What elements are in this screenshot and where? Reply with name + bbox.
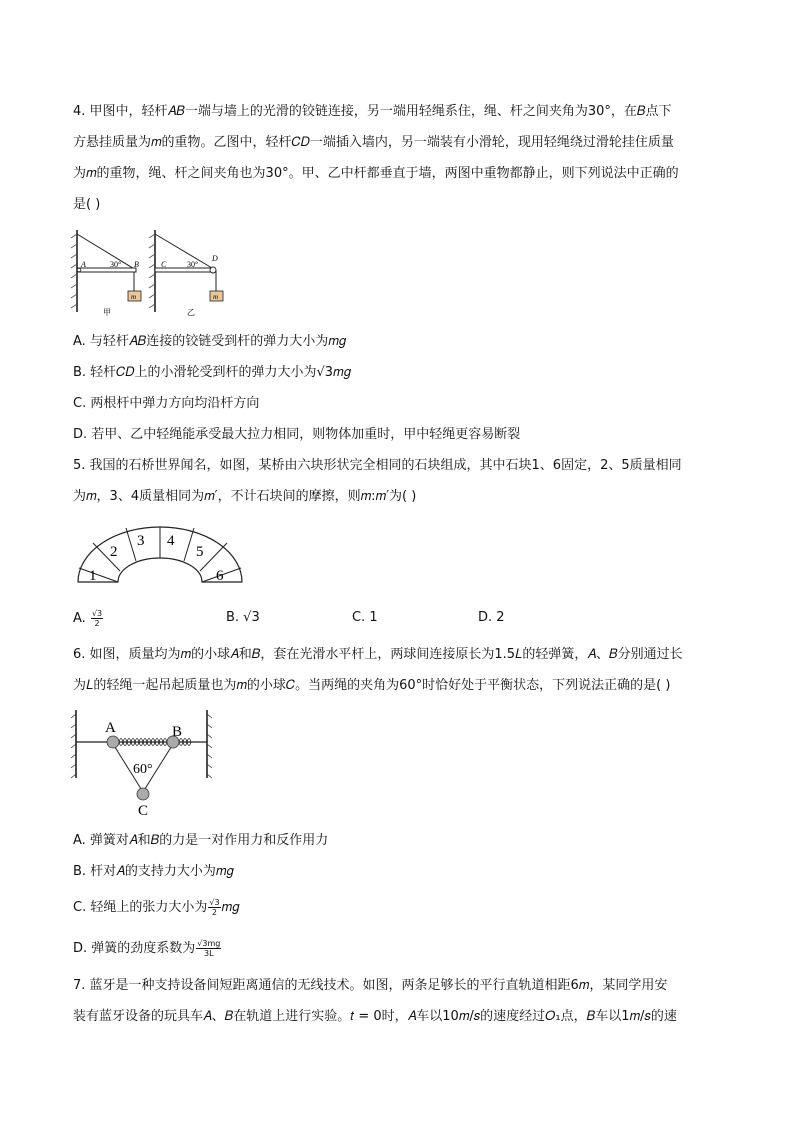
q5-option-a-denominator: 2 (94, 619, 100, 628)
q4-option-d: D. 若甲、乙中轻绳能承受最大拉力相同，则物体加重时，甲中轻绳更容易断裂 (73, 427, 521, 442)
q5-option-a-prefix: A. (73, 611, 86, 626)
q6-option-c-numerator: √3 (209, 898, 220, 907)
q6-option-d (73, 939, 222, 958)
q6-option-d-fraction (196, 939, 221, 958)
q4-fig-caption1: 甲 (103, 308, 111, 317)
q4-stem-line3: 为𝑚的重物，绳、杆之间夹角也为30°。甲、乙中杆都垂直于墙，两图中重物都静止，则下列说法中正确的 (73, 166, 679, 181)
q5-block-5: 5 (196, 544, 204, 560)
q5-option-a (73, 609, 104, 628)
q4-fig-caption2: 乙 (187, 308, 195, 317)
q5-stem-line2: 为𝑚，3、4质量相同为𝑚′，不计石块间的摩擦，则𝑚:𝑚′为( ) (73, 489, 417, 504)
q4-fig-angle1: 30° (110, 260, 122, 269)
q5-block-4: 4 (167, 533, 175, 549)
q6-fig-angle: 60° (133, 762, 153, 777)
q4-stem-line2: 方悬挂质量为𝑚的重物。乙图中，轻杆𝐶𝐷一端插入墙内，另一端装有小滑轮，现用轻绳绕过滑轮挂住质量 (73, 135, 674, 150)
q5-option-a-fraction (91, 609, 103, 628)
q4-figure (70, 228, 240, 320)
q4-stem-line4: 是( ) (73, 197, 101, 212)
q6-option-d-denominator: 3L (204, 949, 214, 958)
q4-option-a: A. 与轻杆𝐴𝐵连接的铰链受到杆的弹力大小为𝑚𝑔 (73, 334, 346, 349)
q5-option-b: B. √3 (226, 610, 260, 625)
q6-stem-line2: 为𝐿的轻绳一起吊起质量也为𝑚的小球𝐶。当两绳的夹角为60°时恰好处于平衡状态，下列说法正确的是( ) (73, 678, 671, 693)
q5-stem-line1: 5. 我国的石桥世界闻名，如图，某桥由六块形状完全相同的石块组成，其中石块1、6固定，2、5质量相同 (73, 458, 682, 473)
q6-option-a: A. 弹簧对𝐴和𝐵的力是一对作用力和反作用力 (73, 833, 329, 848)
q4-fig-mass2: m (213, 293, 219, 301)
q5-block-3: 3 (137, 533, 145, 549)
q4-fig-mass1: m (131, 293, 137, 301)
q6-option-c-denominator: 2 (211, 908, 217, 917)
q5-option-a-numerator: √3 (91, 609, 103, 618)
q6-option-c-prefix: C. 轻绳上的张力大小为 (73, 900, 208, 915)
q5-block-1: 1 (89, 568, 97, 584)
q6-fig-label-b: B (172, 724, 183, 740)
q5-option-d: D. 2 (478, 610, 505, 625)
q4-option-b: B. 轻杆𝐶𝐷上的小滑轮受到杆的弹力大小为√3𝑚𝑔 (73, 365, 351, 380)
q4-fig-angle2: 30° (187, 260, 199, 269)
q4-option-c: C. 两根杆中弹力方向均沿杆方向 (73, 396, 260, 411)
q7-stem-line2: 装有蓝牙设备的玩具车𝐴、𝐵在轨道上进行实验。𝑡 = 0时，𝐴车以10𝑚/𝑠的速度经过𝑂₁点，𝐵车以1𝑚/𝑠的速 (73, 1009, 677, 1024)
q6-stem-line1: 6. 如图，质量均为𝑚的小球𝐴和𝐵，套在光滑水平杆上，两球间连接原长为1.5𝐿的轻弹簧，𝐴、𝐵分别通过长 (73, 647, 683, 662)
q4-fig-label-a: A (81, 260, 86, 269)
q5-option-c: C. 1 (352, 610, 378, 625)
q6-option-d-numerator: √3mg (197, 939, 221, 948)
q6-option-d-prefix: D. 弹簧的劲度系数为 (73, 941, 196, 956)
q6-fig-label-a: A (105, 720, 116, 736)
q5-block-2: 2 (110, 544, 118, 560)
q4-stem-line1: 4. 甲图中，轻杆𝐴𝐵一端与墙上的光滑的铰链连接，另一端用轻绳系住，绳、杆之间夹角为30°，在𝐵点下 (73, 104, 672, 119)
q5-arch-figure (70, 518, 250, 588)
q7-stem-line1: 7. 蓝牙是一种支持设备间短距离通信的无线技术。如图，两条足够长的平行直轨道相距6𝑚，某同学用安 (73, 978, 668, 993)
q6-option-b: B. 杆对𝐴的支持力大小为𝑚𝑔 (73, 864, 234, 879)
q6-figure (70, 706, 215, 818)
q5-block-6: 6 (216, 568, 224, 584)
q6-option-c-suffix: 𝑚𝑔 (221, 900, 240, 915)
q4-fig-label-c: C (161, 260, 167, 269)
q4-fig-label-b: B (134, 260, 139, 269)
q6-fig-label-c: C (138, 803, 149, 818)
q6-option-c (73, 898, 239, 917)
q6-option-c-fraction (208, 898, 220, 917)
q4-fig-label-d: D (212, 254, 218, 263)
